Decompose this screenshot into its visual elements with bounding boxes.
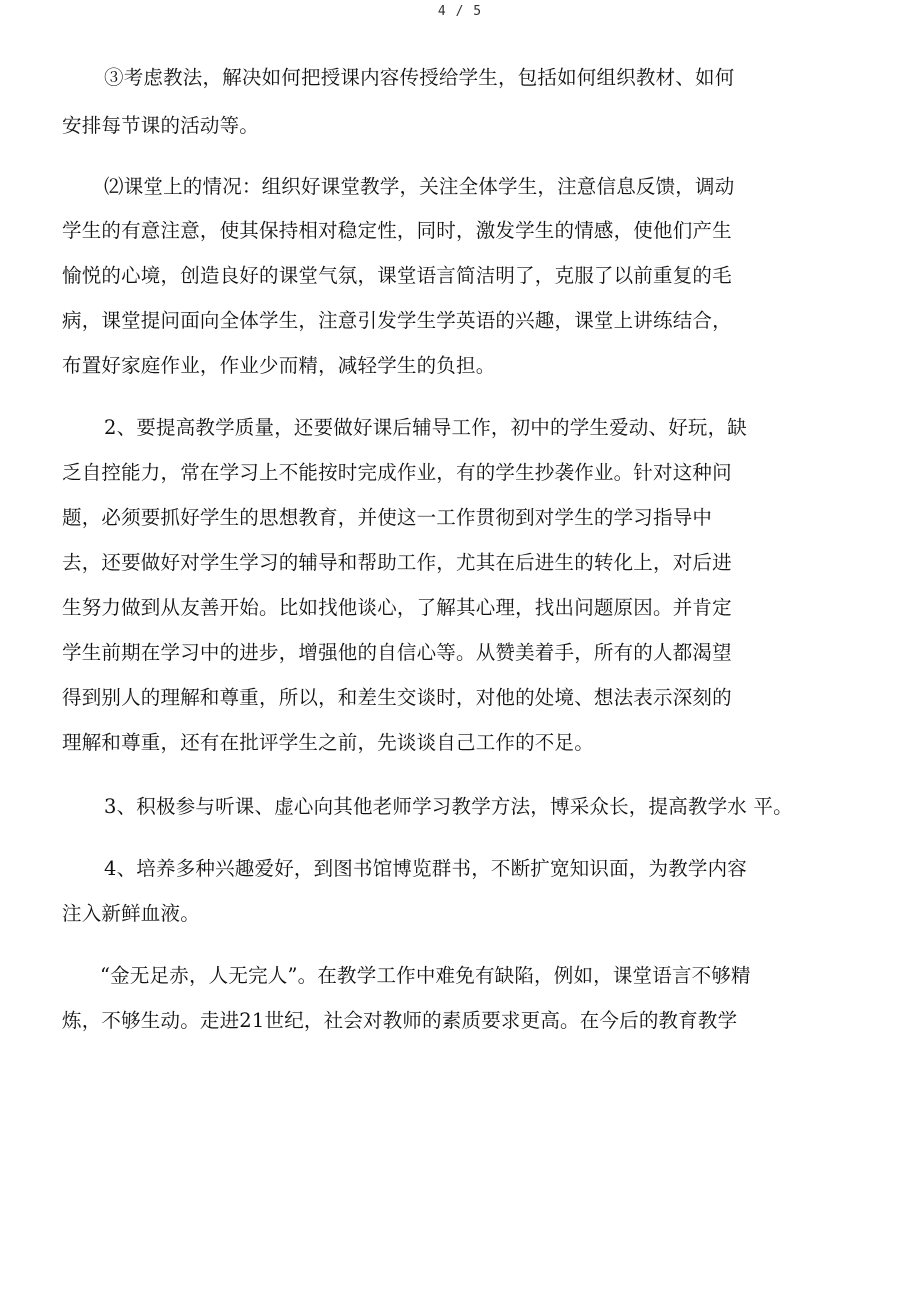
paragraph-line: 学生的有意注意，使其保持相对稳定性，同时，激发学生的情感，使他们产生 xyxy=(62,219,732,242)
paragraph-line: ⑵课堂上的情况：组织好课堂教学，关注全体学生，注意信息反馈，调动 xyxy=(104,175,735,198)
paragraph-line: 得到别人的理解和尊重，所以，和差生交谈时，对他的处境、想法表示深刻的 xyxy=(62,686,732,709)
paragraph-line: 学生前期在学习中的进步，增强他的自信心等。从赞美着手，所有的人都渴望 xyxy=(62,641,732,664)
paragraph-line: 乏自控能力，常在学习上不能按时完成作业，有的学生抄袭作业。针对这种问 xyxy=(62,461,732,484)
paragraph-line: 炼，不够生动。走进21世纪，社会对教师的素质要求更高。在今后的教育教学 xyxy=(62,1009,738,1032)
paragraph-line: “金无足赤，人无完人”。在教学工作中难免有缺陷，例如，课堂语言不够精 xyxy=(100,964,751,987)
paragraph-line: 愉悦的心境，创造良好的课堂气氛，课堂语言简洁明了，克服了以前重复的毛 xyxy=(62,264,732,287)
page-number: 4 / 5 xyxy=(437,4,483,19)
paragraph-line: 2、要提高教学质量，还要做好课后辅导工作，初中的学生爱动、好玩，缺 xyxy=(104,416,748,439)
paragraph-line: 4、培养多种兴趣爱好，到图书馆博览群书，不断扩宽知识面，为教学内容 xyxy=(104,857,748,880)
paragraph-line: 生努力做到从友善开始。比如找他谈心，了解其心理，找出问题原因。并肯定 xyxy=(62,596,732,619)
paragraph-line: 理解和尊重，还有在批评学生之前，先谈谈自己工作的不足。 xyxy=(62,731,594,754)
paragraph-line: ③考虑教法，解决如何把授课内容传授给学生，包括如何组织教材、如何 xyxy=(104,66,735,89)
paragraph-line: 去，还要做好对学生学习的辅导和帮助工作，尤其在后进生的转化上，对后进 xyxy=(62,551,732,574)
paragraph-line: 注入新鲜血液。 xyxy=(62,902,200,925)
paragraph-line: 病，课堂提问面向全体学生，注意引发学生学英语的兴趣，课堂上讲练结合， xyxy=(62,309,732,332)
paragraph-line: 布置好家庭作业，作业少而精，减轻学生的负担。 xyxy=(62,354,496,377)
paragraph-line: 题，必须要抓好学生的思想教育，并使这一工作贯彻到对学生的学习指导中 xyxy=(62,506,713,529)
paragraph-line: 3、积极参与听课、虚心向其他老师学习教学方法，博采众长，提高教学水 平。 xyxy=(104,795,793,818)
paragraph-line: 安排每节课的活动等。 xyxy=(62,114,260,137)
